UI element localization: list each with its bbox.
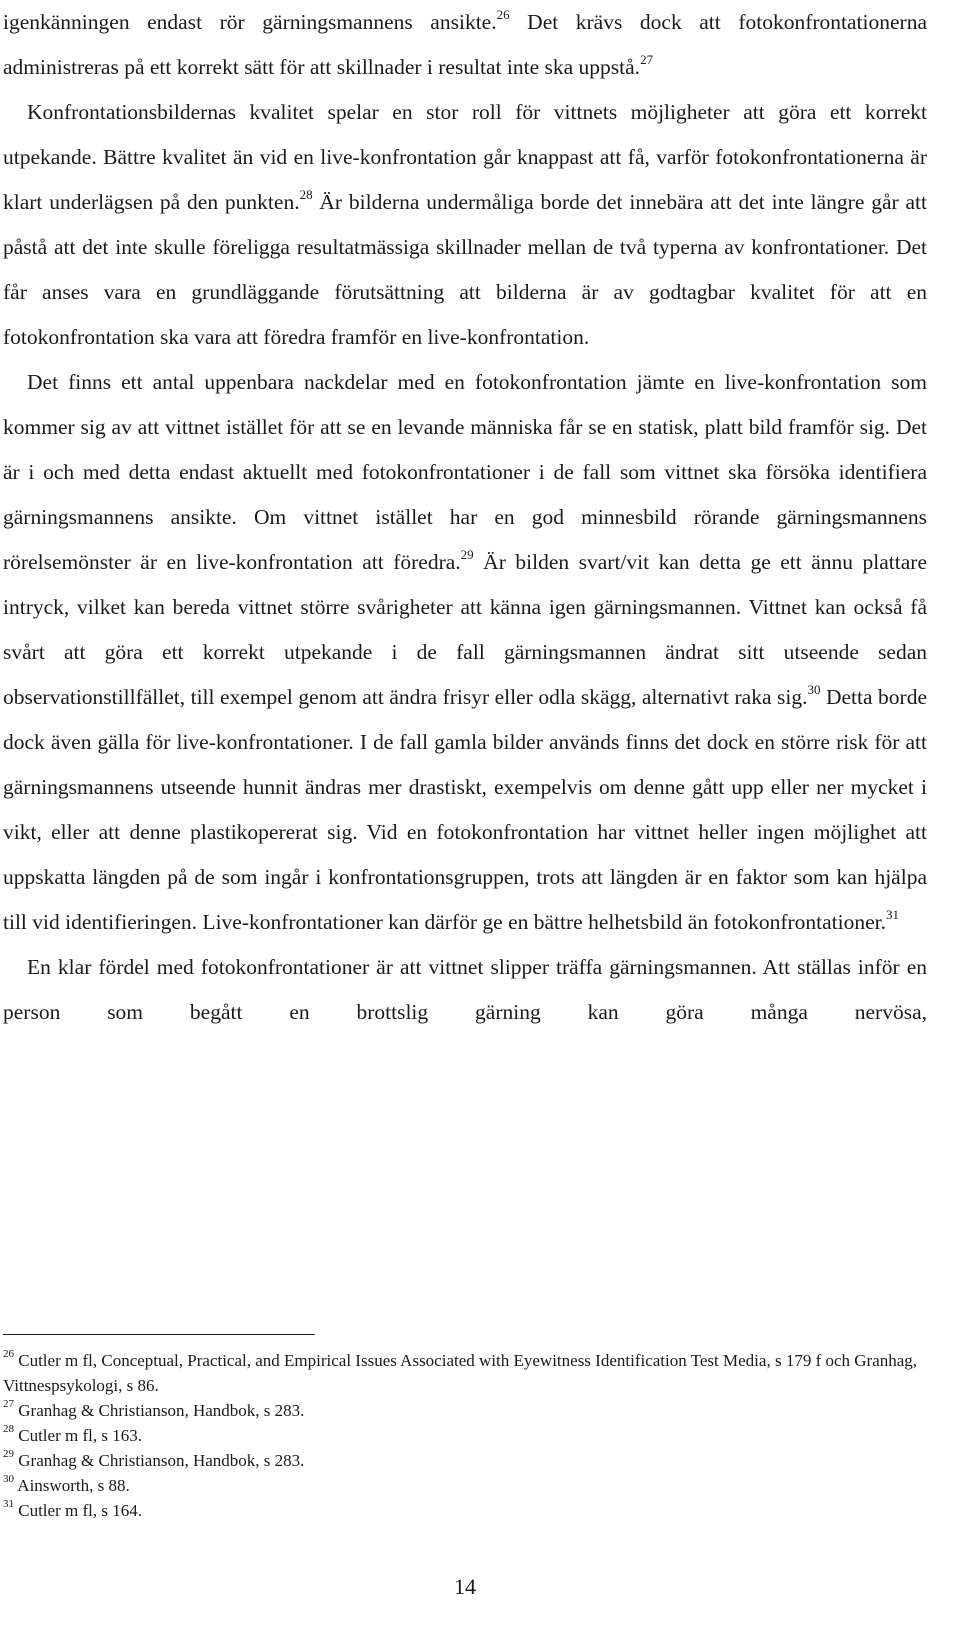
footnote-text: Cutler m fl, s 164. bbox=[14, 1501, 142, 1520]
footnote bbox=[3, 1348, 927, 1398]
document-page bbox=[3, 0, 927, 1035]
footnote-ref: 29 bbox=[460, 546, 474, 562]
footnote-ref: 26 bbox=[496, 6, 510, 22]
footnote-ref: 28 bbox=[299, 186, 313, 202]
body-paragraph bbox=[3, 0, 927, 90]
text-run: Konfrontationsbildernas kvalitet spelar en stor roll för vittnets möjligheter att göra ett korrekt utpekande. Bättre kvalitet än vid en live-konfrontation går knappast att få, varför fotokonfrontationerna är klart underlägsen på den punkten. bbox=[3, 100, 927, 214]
footnote bbox=[3, 1498, 927, 1523]
footnote-number: 31 bbox=[3, 1498, 14, 1511]
text-run: igenkänningen endast rör gärningsmannens ansikte. bbox=[3, 10, 497, 34]
body-paragraph bbox=[3, 360, 927, 945]
footnote bbox=[3, 1398, 927, 1423]
footnote-text: Granhag & Christianson, Handbok, s 283. bbox=[14, 1401, 305, 1420]
text-run: Är bilderna undermåliga borde det innebära att det inte längre går att påstå att det inte skulle föreligga resultatmässiga skillnader mellan de två typerna av konfrontationer. Det får anses vara en grundläggande förutsättning att bilderna är av godtagbar kvalitet för att en fotokonfrontation ska vara att föredra framför en live-konfrontation. bbox=[3, 190, 927, 349]
footnote bbox=[3, 1473, 927, 1498]
text-run: Detta borde dock även gälla för live-konfrontationer. I de fall gamla bilder används finns det dock en större risk för att gärningsmannens utseende hunnit ändras mer drastiskt, exempelvis om denne gått upp eller ner mycket i vikt, eller att denne plastikopererat sig. Vid en fotokonfrontation har vittnet heller ingen möjlighet att uppskatta längden på de som ingår i konfrontationsgruppen, trots att längden är en faktor som kan hjälpa till vid identifieringen. Live-konfrontationer kan därför ge en bättre helhetsbild än fotokonfrontationer. bbox=[3, 685, 927, 934]
footnote-number: 30 bbox=[3, 1473, 14, 1486]
text-run: Det krävs dock att fotokonfrontationerna administreras på ett korrekt sätt för att skillnader i resultat inte ska uppstå. bbox=[3, 10, 927, 79]
footnote-ref: 27 bbox=[640, 51, 654, 67]
footnote-text: Cutler m fl, Conceptual, Practical, and Empirical Issues Associated with Eyewitness Identification Test Media, s 179 f och Granhag, Vittnespsykologi, s 86. bbox=[3, 1351, 918, 1395]
footnote-text: Cutler m fl, s 163. bbox=[14, 1426, 142, 1445]
text-run: Är bilden svart/vit kan detta ge ett ännu plattare intryck, vilket kan bereda vittnet större svårigheter att känna igen gärningsmannen. Vittnet kan också få svårt att göra ett korrekt utpekande i de fall gärningsmannen ändrat sitt utseende sedan observationstillfället, till exempel genom att ändra frisyr eller odla skägg, alternativt raka sig. bbox=[3, 550, 927, 709]
footnote-ref: 30 bbox=[807, 681, 821, 697]
footnote-text: Ainsworth, s 88. bbox=[14, 1476, 130, 1495]
footnote-number: 29 bbox=[3, 1448, 14, 1461]
footnotes bbox=[3, 1348, 927, 1523]
footnote bbox=[3, 1423, 927, 1448]
body-paragraph bbox=[3, 90, 927, 360]
text-run: Det finns ett antal uppenbara nackdelar med en fotokonfrontation jämte en live-konfrontation som kommer sig av att vittnet istället för att se en levande människa får se en statisk, platt bild framför sig. Det är i och med detta endast aktuellt med fotokonfrontationer i de fall som vittnet ska försöka identifiera gärningsmannens ansikte. Om vittnet istället har en god minnesbild rörande gärningsmannens rörelsemönster är en live-konfrontation att föredra. bbox=[3, 370, 927, 574]
body-text bbox=[3, 0, 927, 1035]
footnote-separator bbox=[3, 1334, 315, 1335]
footnote-ref: 31 bbox=[886, 906, 900, 922]
footnote-number: 28 bbox=[3, 1423, 14, 1436]
text-run: En klar fördel med fotokonfrontationer är att vittnet slipper träffa gärningsmannen. Att ställas inför en person som begått en brottslig gärning kan göra många nervösa, bbox=[3, 955, 927, 1024]
footnote bbox=[3, 1448, 927, 1473]
body-paragraph bbox=[3, 945, 927, 1035]
footnote-number: 26 bbox=[3, 1348, 14, 1361]
footnote-number: 27 bbox=[3, 1398, 14, 1411]
page-number: 14 bbox=[454, 1574, 476, 1599]
footnote-text: Granhag & Christianson, Handbok, s 283. bbox=[14, 1451, 305, 1470]
